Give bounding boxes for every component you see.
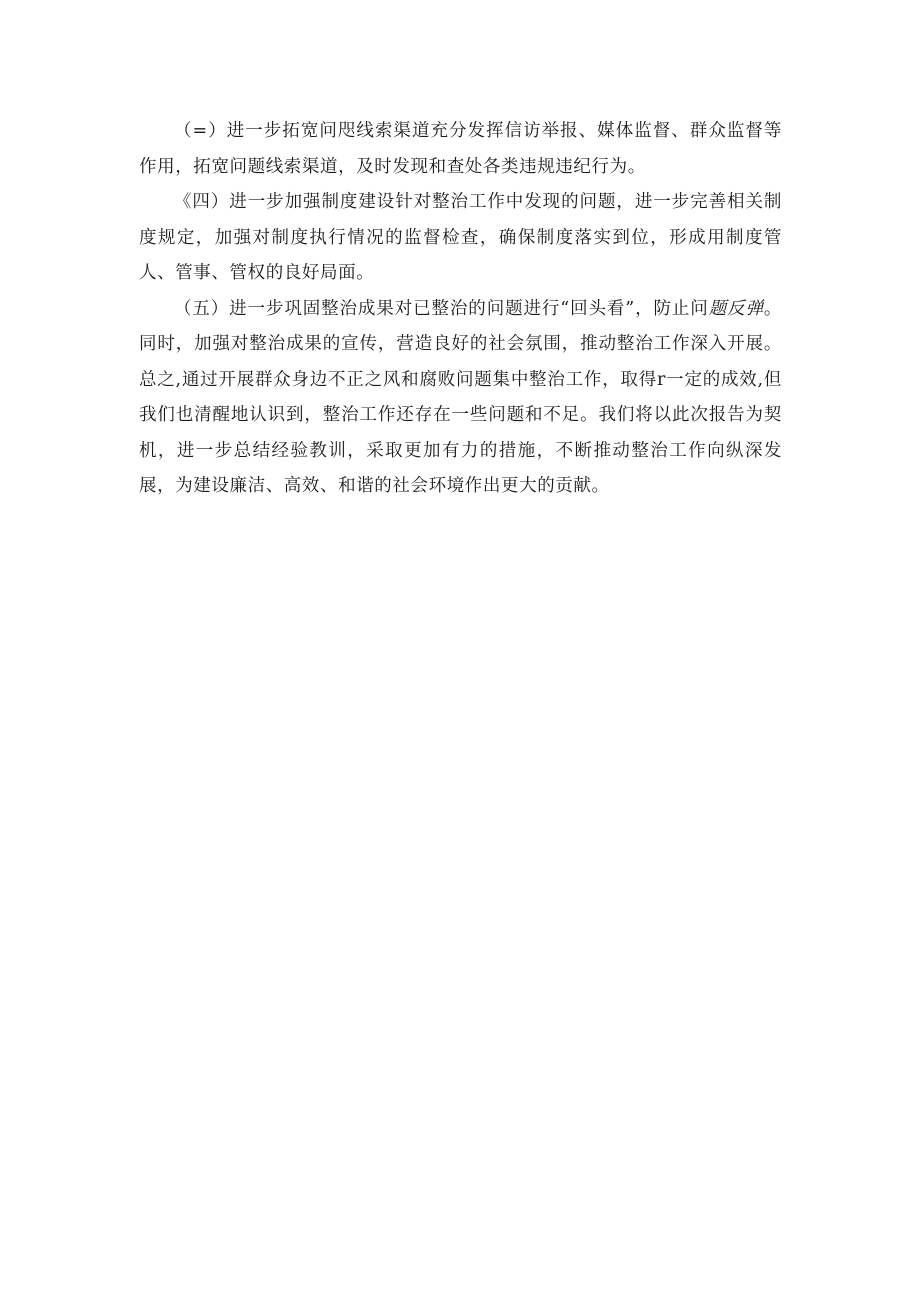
- paragraph-3-broaden-clue-channels: （=）进一步拓宽问咫线索渠道充分发挥信访举报、媒体监督、群众监督等作用，拓宽问题线索渠道，及时发现和查处各类违规违纪行为。: [139, 121, 782, 177]
- paragraph-5-consolidate-results: [139, 292, 782, 505]
- paragraph-5-italic-text: 题反弹: [708, 298, 764, 319]
- paragraph-5-text-end: 。同时，加强对整治成果的宣传，营造良好的社会氛围，推动整治工作深入开展。总之,通过开展群众身边不正之风和腐败问题集中整治工作，取得r一定的成效,但我们也清醒地认识到，整治工作还存在一些问题和不足。我们将以此次报告为契机，进一步总结经验教训，采取更加有力的措施，不断推动整治工作向纵深发展，为建设廉洁、高效、和谐的社会环境作出更大的贡献。: [139, 298, 782, 496]
- paragraph-4-strengthen-system-building: 《四）进一步加强制度建设针对整治工作中发现的问题，进一步完善相关制度规定，加强对制度执行情况的监督检查，确保制度落实到位，形成用制度管人、管事、管权的良好局面。: [139, 192, 782, 283]
- paragraph-5-text-start: （五）进一步巩固整治成果对已整治的问题进行“回头看”，防止问: [174, 298, 709, 319]
- document-body: [139, 114, 782, 505]
